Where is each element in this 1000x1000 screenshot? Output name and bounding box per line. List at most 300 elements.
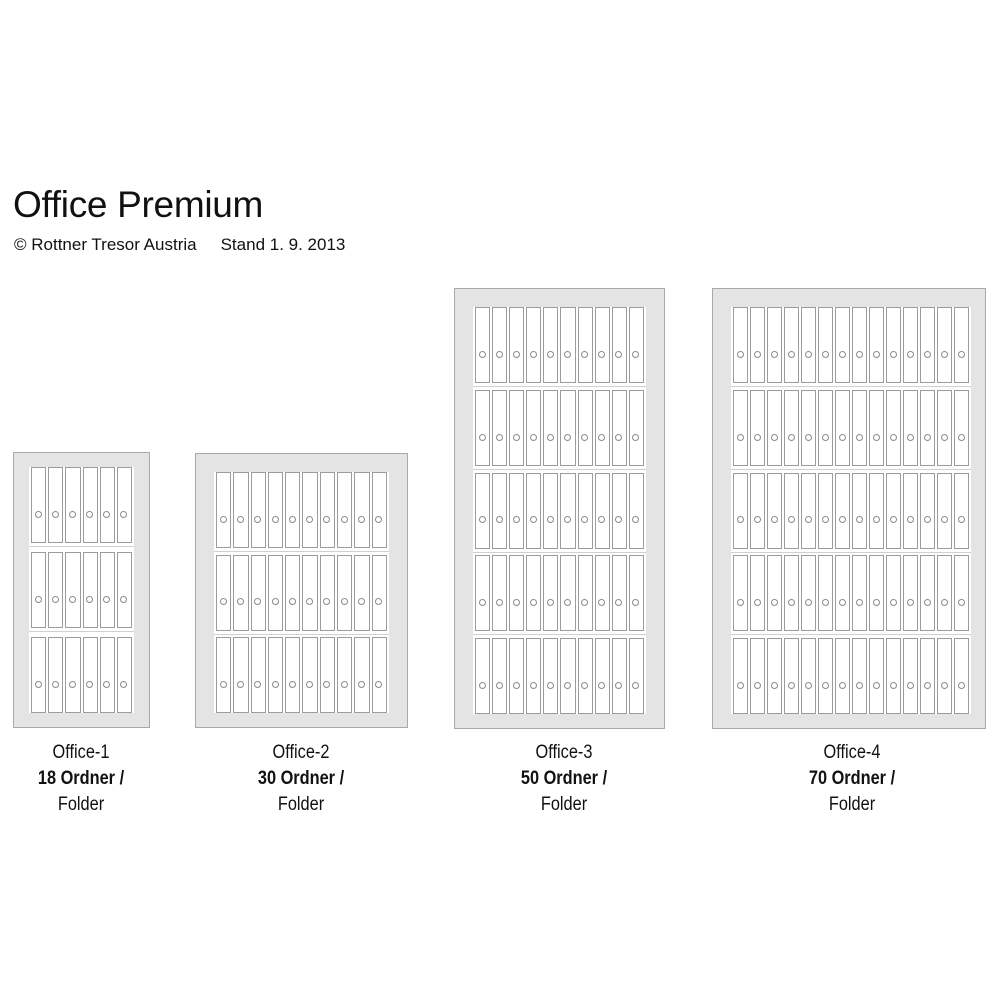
binder-ring-hole <box>375 516 382 523</box>
binder <box>251 555 266 631</box>
binder-ring-hole <box>564 599 571 606</box>
binder <box>83 637 98 713</box>
binder <box>372 637 387 713</box>
binder <box>31 552 46 628</box>
binder-ring-hole <box>941 434 948 441</box>
binder-ring-hole <box>513 599 520 606</box>
binder <box>560 473 575 549</box>
binder <box>733 473 748 549</box>
binder-ring-hole <box>754 351 761 358</box>
binder-ring-hole <box>615 516 622 523</box>
safe-capacity: 70 Ordner / <box>808 768 896 789</box>
binder-ring-hole <box>598 351 605 358</box>
binder <box>543 638 558 714</box>
binder <box>835 390 850 466</box>
binder-ring-hole <box>873 682 880 689</box>
binder-ring-hole <box>941 599 948 606</box>
binder-ring-hole <box>530 599 537 606</box>
binder-ring-hole <box>788 351 795 358</box>
binder-ring-hole <box>924 516 931 523</box>
binder-ring-hole <box>103 681 110 688</box>
binder-ring-hole <box>754 434 761 441</box>
binder <box>818 638 833 714</box>
binder <box>869 390 884 466</box>
binder <box>595 638 610 714</box>
binder-ring-hole <box>272 681 279 688</box>
binder-ring-hole <box>69 681 76 688</box>
binder-ring-hole <box>958 682 965 689</box>
binder <box>937 638 952 714</box>
safe-office-1 <box>13 452 150 728</box>
binder-ring-hole <box>737 351 744 358</box>
caption-office-1 <box>4 740 159 818</box>
binder-ring-hole <box>496 516 503 523</box>
binder <box>216 555 231 631</box>
binder <box>31 637 46 713</box>
binder-ring-hole <box>941 682 948 689</box>
binder <box>543 555 558 631</box>
binder-ring-hole <box>289 516 296 523</box>
binder-ring-hole <box>958 599 965 606</box>
binder-ring-hole <box>547 599 554 606</box>
shelf <box>29 467 134 543</box>
binder-ring-hole <box>805 599 812 606</box>
binder-ring-hole <box>615 434 622 441</box>
binder-ring-hole <box>632 351 639 358</box>
binder-ring-hole <box>598 434 605 441</box>
binder <box>492 473 507 549</box>
binder <box>268 637 283 713</box>
binder <box>543 473 558 549</box>
binder-ring-hole <box>788 516 795 523</box>
binder-ring-hole <box>839 351 846 358</box>
binder-ring-hole <box>822 434 829 441</box>
binder <box>818 555 833 631</box>
binder-ring-hole <box>907 682 914 689</box>
binder <box>954 638 969 714</box>
binder <box>100 552 115 628</box>
binder <box>509 473 524 549</box>
safe-unit: Folder <box>277 794 325 815</box>
binder-ring-hole <box>496 599 503 606</box>
binder <box>48 467 63 543</box>
binder <box>612 390 627 466</box>
binder-ring-hole <box>289 681 296 688</box>
binder <box>801 638 816 714</box>
binder-ring-hole <box>513 351 520 358</box>
shelf <box>29 637 134 713</box>
binder-ring-hole <box>805 516 812 523</box>
shelf <box>731 638 971 714</box>
binder <box>852 638 867 714</box>
binder <box>302 472 317 548</box>
binder-ring-hole <box>479 599 486 606</box>
copyright-text: © Rottner Tresor Austria <box>14 235 197 254</box>
binder-ring-hole <box>581 599 588 606</box>
binder-ring-hole <box>924 682 931 689</box>
binder-ring-hole <box>530 434 537 441</box>
binder <box>117 552 132 628</box>
binder <box>801 307 816 383</box>
binder-ring-hole <box>564 516 571 523</box>
binder-ring-hole <box>52 596 59 603</box>
binder-ring-hole <box>873 434 880 441</box>
binder <box>560 638 575 714</box>
binder <box>233 637 248 713</box>
binder <box>509 390 524 466</box>
binder-ring-hole <box>924 351 931 358</box>
binder <box>492 638 507 714</box>
binder-ring-hole <box>771 599 778 606</box>
binder <box>903 638 918 714</box>
binder <box>767 638 782 714</box>
caption-office-4 <box>775 740 930 818</box>
binder-ring-hole <box>86 596 93 603</box>
binder-ring-hole <box>564 682 571 689</box>
binder <box>903 307 918 383</box>
binder <box>920 307 935 383</box>
binder <box>492 307 507 383</box>
binder <box>337 555 352 631</box>
binder-ring-hole <box>754 599 761 606</box>
binder <box>835 473 850 549</box>
binder-ring-hole <box>615 351 622 358</box>
binder <box>852 473 867 549</box>
binder-ring-hole <box>547 682 554 689</box>
binder <box>543 307 558 383</box>
binder <box>354 555 369 631</box>
shelf <box>473 390 646 466</box>
binder <box>560 390 575 466</box>
binder <box>372 555 387 631</box>
binder-ring-hole <box>358 681 365 688</box>
binder <box>629 473 644 549</box>
safe-name: Office-3 <box>535 742 593 763</box>
binder <box>920 473 935 549</box>
binder <box>629 390 644 466</box>
binder <box>767 555 782 631</box>
binder <box>937 390 952 466</box>
binder <box>285 637 300 713</box>
caption-office-2 <box>224 740 379 818</box>
binder <box>595 555 610 631</box>
binder-ring-hole <box>598 682 605 689</box>
binder-ring-hole <box>822 351 829 358</box>
binder-ring-hole <box>564 351 571 358</box>
binder-ring-hole <box>220 681 227 688</box>
binder <box>903 555 918 631</box>
binder <box>285 555 300 631</box>
binder-ring-hole <box>103 511 110 518</box>
binder-ring-hole <box>598 599 605 606</box>
binder <box>886 555 901 631</box>
binder-ring-hole <box>375 598 382 605</box>
subtitle <box>14 236 345 253</box>
binder-ring-hole <box>771 434 778 441</box>
binder <box>48 637 63 713</box>
binder <box>629 555 644 631</box>
binder-ring-hole <box>805 434 812 441</box>
binder <box>320 637 335 713</box>
binder-ring-hole <box>547 434 554 441</box>
binder-ring-hole <box>788 599 795 606</box>
safe-name: Office-2 <box>272 742 330 763</box>
binder-ring-hole <box>341 516 348 523</box>
safe-interior <box>214 472 389 713</box>
binder-ring-hole <box>237 598 244 605</box>
binder-ring-hole <box>907 516 914 523</box>
safe-interior <box>29 467 134 713</box>
binder-ring-hole <box>632 434 639 441</box>
binder <box>595 473 610 549</box>
binder-ring-hole <box>220 598 227 605</box>
binder-ring-hole <box>69 511 76 518</box>
binder <box>560 555 575 631</box>
binder <box>612 473 627 549</box>
binder <box>475 638 490 714</box>
binder-ring-hole <box>873 516 880 523</box>
binder <box>767 390 782 466</box>
binder-ring-hole <box>873 599 880 606</box>
binder <box>285 472 300 548</box>
binder <box>526 638 541 714</box>
binder <box>784 307 799 383</box>
binder <box>320 555 335 631</box>
binder-ring-hole <box>289 598 296 605</box>
binder-ring-hole <box>375 681 382 688</box>
binder <box>612 555 627 631</box>
binder <box>818 307 833 383</box>
binder-ring-hole <box>272 598 279 605</box>
safe-interior <box>731 307 971 714</box>
binder <box>767 307 782 383</box>
binder <box>869 638 884 714</box>
binder <box>117 467 132 543</box>
binder <box>612 307 627 383</box>
binder <box>337 472 352 548</box>
safe-unit: Folder <box>57 794 105 815</box>
binder <box>83 467 98 543</box>
binder <box>251 637 266 713</box>
binder-ring-hole <box>479 434 486 441</box>
binder-ring-hole <box>941 516 948 523</box>
binder <box>852 555 867 631</box>
binder-ring-hole <box>890 516 897 523</box>
binder-ring-hole <box>737 516 744 523</box>
binder-ring-hole <box>341 598 348 605</box>
binder <box>869 555 884 631</box>
binder <box>954 473 969 549</box>
binder <box>869 307 884 383</box>
binder <box>937 473 952 549</box>
binder <box>937 307 952 383</box>
binder <box>560 307 575 383</box>
binder <box>937 555 952 631</box>
binder-ring-hole <box>120 596 127 603</box>
binder-ring-hole <box>615 599 622 606</box>
shelf <box>473 638 646 714</box>
binder <box>475 307 490 383</box>
shelf <box>731 555 971 631</box>
binder <box>920 638 935 714</box>
binder <box>733 307 748 383</box>
binder <box>302 637 317 713</box>
binder-ring-hole <box>737 682 744 689</box>
binder-ring-hole <box>941 351 948 358</box>
binder-ring-hole <box>856 682 863 689</box>
binder-ring-hole <box>822 516 829 523</box>
binder <box>65 467 80 543</box>
binder-ring-hole <box>924 599 931 606</box>
binder-ring-hole <box>788 682 795 689</box>
binder-ring-hole <box>254 516 261 523</box>
binder-ring-hole <box>856 351 863 358</box>
binder-ring-hole <box>120 681 127 688</box>
binder <box>595 390 610 466</box>
binder-ring-hole <box>479 516 486 523</box>
shelf <box>214 637 389 713</box>
binder-ring-hole <box>306 516 313 523</box>
binder <box>578 638 593 714</box>
binder <box>543 390 558 466</box>
binder-ring-hole <box>839 599 846 606</box>
safe-name: Office-4 <box>823 742 881 763</box>
binder <box>475 473 490 549</box>
binder-ring-hole <box>839 434 846 441</box>
binder-ring-hole <box>530 516 537 523</box>
binder <box>733 638 748 714</box>
binder-ring-hole <box>839 682 846 689</box>
binder <box>526 390 541 466</box>
binder-ring-hole <box>839 516 846 523</box>
shelf <box>214 555 389 631</box>
binder <box>784 390 799 466</box>
binder <box>65 552 80 628</box>
shelf <box>473 307 646 383</box>
binder <box>509 307 524 383</box>
binder <box>733 555 748 631</box>
binder <box>578 555 593 631</box>
binder-ring-hole <box>890 351 897 358</box>
binder-ring-hole <box>52 681 59 688</box>
binder <box>526 307 541 383</box>
binder-ring-hole <box>907 599 914 606</box>
binder-ring-hole <box>890 434 897 441</box>
binder-ring-hole <box>632 516 639 523</box>
binder <box>801 473 816 549</box>
binder <box>216 637 231 713</box>
safe-office-3 <box>454 288 665 729</box>
binder <box>954 390 969 466</box>
binder <box>117 637 132 713</box>
binder-ring-hole <box>254 681 261 688</box>
binder <box>886 638 901 714</box>
binder-ring-hole <box>737 599 744 606</box>
binder-ring-hole <box>52 511 59 518</box>
binder <box>750 638 765 714</box>
binder <box>233 555 248 631</box>
binder <box>818 473 833 549</box>
binder-ring-hole <box>615 682 622 689</box>
binder <box>954 307 969 383</box>
binder <box>733 390 748 466</box>
binder <box>526 473 541 549</box>
binder-ring-hole <box>907 434 914 441</box>
shelf <box>731 390 971 466</box>
binder <box>920 555 935 631</box>
shelf <box>731 473 971 549</box>
binder <box>629 307 644 383</box>
binder-ring-hole <box>873 351 880 358</box>
binder-ring-hole <box>564 434 571 441</box>
binder-ring-hole <box>598 516 605 523</box>
binder-ring-hole <box>254 598 261 605</box>
binder <box>801 555 816 631</box>
binder-ring-hole <box>632 599 639 606</box>
date-stamp: Stand 1. 9. 2013 <box>220 235 346 254</box>
safe-office-4 <box>712 288 986 729</box>
binder <box>578 473 593 549</box>
binder <box>954 555 969 631</box>
binder-ring-hole <box>358 598 365 605</box>
binder-ring-hole <box>341 681 348 688</box>
binder-ring-hole <box>907 351 914 358</box>
binder-ring-hole <box>35 511 42 518</box>
binder <box>492 555 507 631</box>
binder-ring-hole <box>35 681 42 688</box>
binder <box>886 307 901 383</box>
binder <box>920 390 935 466</box>
binder <box>526 555 541 631</box>
binder-ring-hole <box>958 434 965 441</box>
binder <box>767 473 782 549</box>
binder-ring-hole <box>754 682 761 689</box>
safe-name: Office-1 <box>52 742 110 763</box>
binder-ring-hole <box>805 682 812 689</box>
binder-ring-hole <box>323 516 330 523</box>
binder-ring-hole <box>35 596 42 603</box>
binder-ring-hole <box>754 516 761 523</box>
binder <box>475 390 490 466</box>
binder-ring-hole <box>771 351 778 358</box>
binder <box>784 555 799 631</box>
binder-ring-hole <box>958 516 965 523</box>
binder-ring-hole <box>323 598 330 605</box>
binder-ring-hole <box>581 351 588 358</box>
binder-ring-hole <box>86 511 93 518</box>
binder-ring-hole <box>69 596 76 603</box>
binder <box>302 555 317 631</box>
binder <box>320 472 335 548</box>
shelf <box>29 552 134 628</box>
binder <box>818 390 833 466</box>
binder <box>268 472 283 548</box>
binder-ring-hole <box>530 682 537 689</box>
binder <box>578 390 593 466</box>
binder-ring-hole <box>958 351 965 358</box>
safe-capacity: 50 Ordner / <box>520 768 608 789</box>
binder-ring-hole <box>856 434 863 441</box>
binder <box>475 555 490 631</box>
safe-office-2 <box>195 453 408 728</box>
binder <box>337 637 352 713</box>
binder-ring-hole <box>103 596 110 603</box>
binder <box>100 467 115 543</box>
binder <box>903 473 918 549</box>
safe-capacity: 30 Ordner / <box>257 768 345 789</box>
binder <box>354 472 369 548</box>
binder <box>835 555 850 631</box>
